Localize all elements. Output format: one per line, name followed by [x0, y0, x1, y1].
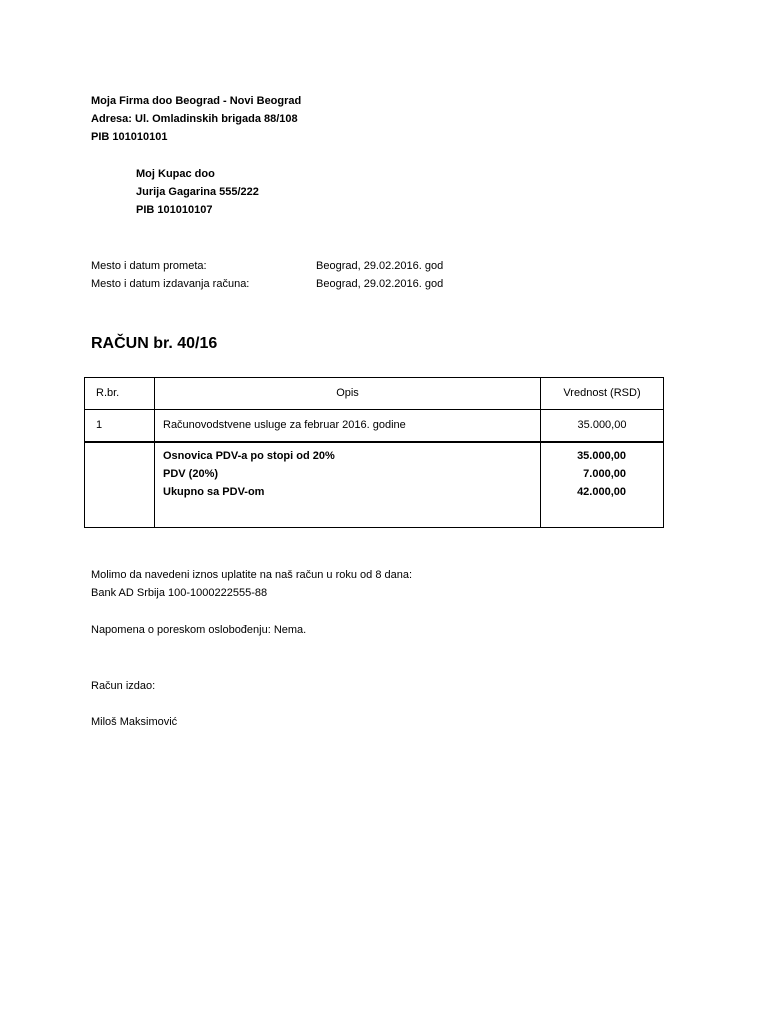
header-rbr: R.br. — [96, 387, 120, 399]
table-header-divider — [85, 409, 663, 410]
invoice-table — [84, 377, 664, 528]
invoice-title: RAČUN br. 40/16 — [91, 335, 218, 352]
seller-pib: PIB 101010101 — [91, 131, 168, 143]
turnover-date-value: Beograd, 29.02.2016. god — [316, 260, 444, 272]
tax-exemption-note: Napomena o poreskom oslobođenju: Nema. — [91, 624, 307, 636]
vat-base-label: Osnovica PDV-a po stopi od 20% — [163, 450, 335, 462]
payment-request: Molimo da navedeni iznos uplatite na naš račun u roku od 8 dana: — [91, 569, 413, 581]
vat-label: PDV (20%) — [163, 468, 219, 480]
buyer-address: Jurija Gagarina 555/222 — [136, 186, 259, 198]
header-opis: Opis — [336, 387, 359, 399]
vat-value: 7.000,00 — [583, 468, 626, 480]
issuer-label: Račun izdao: — [91, 680, 156, 692]
issuer-name: Miloš Maksimović — [91, 716, 178, 728]
table-row-divider — [85, 441, 663, 443]
issue-date-value: Beograd, 29.02.2016. god — [316, 278, 444, 290]
vat-base-value: 35.000,00 — [577, 450, 626, 462]
row-vrednost: 35.000,00 — [577, 419, 627, 431]
row-opis: Računovodstvene usluge za februar 2016. godine — [163, 419, 406, 431]
total-value: 42.000,00 — [577, 486, 626, 498]
total-label: Ukupno sa PDV-om — [163, 486, 265, 498]
header-vrednost: Vrednost (RSD) — [563, 387, 641, 399]
turnover-date-label: Mesto i datum prometa: — [91, 260, 207, 272]
buyer-name: Moj Kupac doo — [136, 168, 215, 180]
seller-name: Moja Firma doo Beograd - Novi Beograd — [91, 95, 302, 107]
row-rbr: 1 — [96, 419, 103, 431]
issue-date-label: Mesto i datum izdavanja računa: — [91, 278, 250, 290]
seller-address: Adresa: Ul. Omladinskih brigada 88/108 — [91, 113, 298, 125]
bank-account: Bank AD Srbija 100-1000222555-88 — [91, 587, 268, 599]
buyer-pib: PIB 101010107 — [136, 204, 213, 216]
